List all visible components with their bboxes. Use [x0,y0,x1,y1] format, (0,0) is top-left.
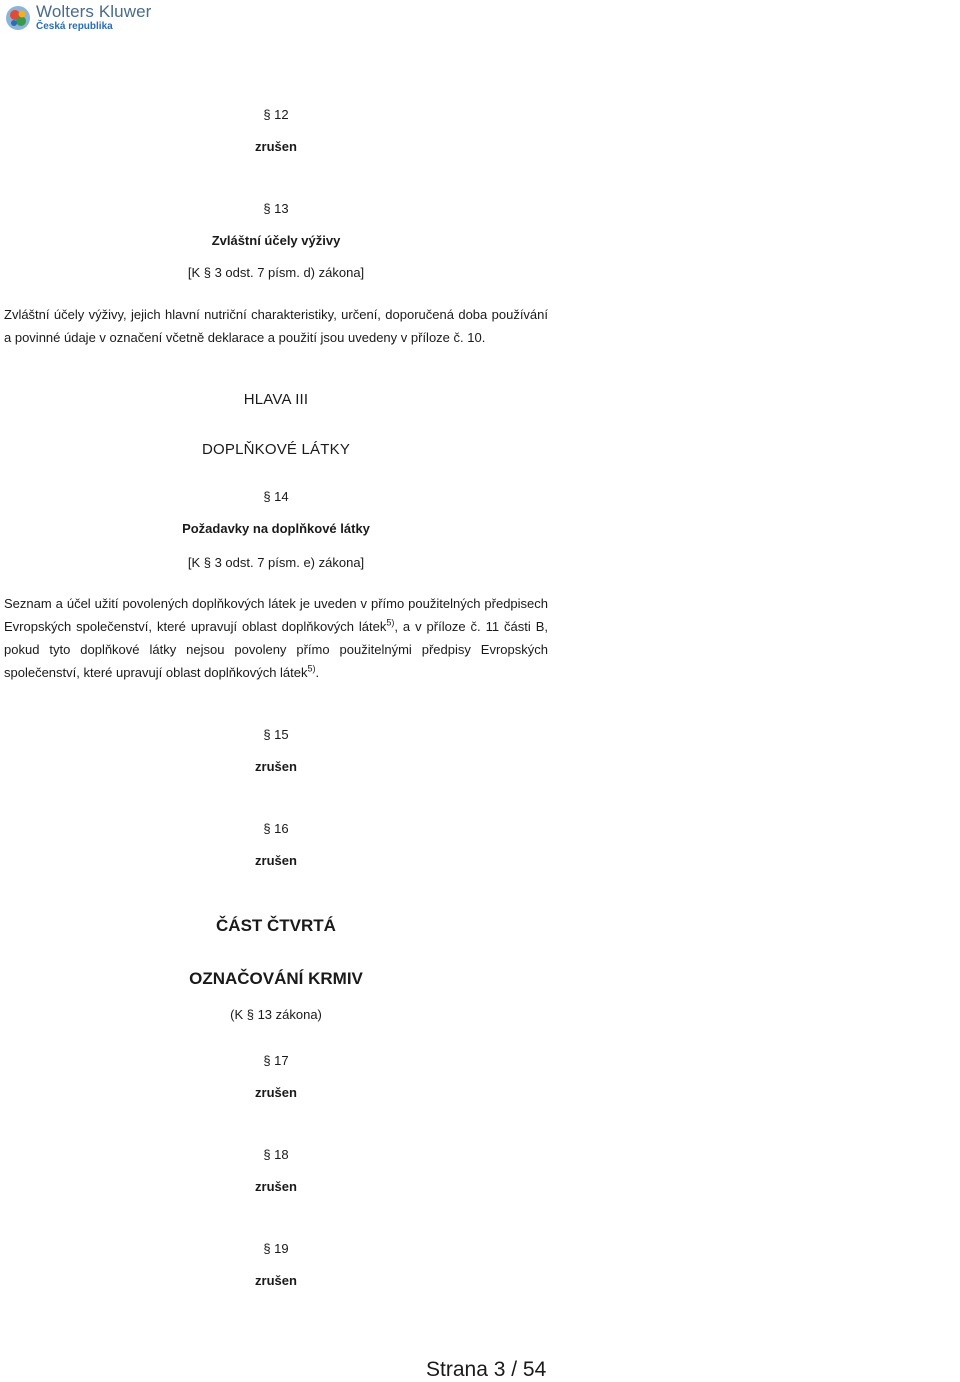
part-reference: (K § 13 zákona) [230,1007,322,1022]
section-12-number: § 12 [263,107,289,122]
section-13-paragraph [4,303,548,349]
section-17-status: zrušen [255,1085,297,1100]
section-16-number: § 16 [263,821,289,836]
hlava-title: DOPLŇKOVÉ LÁTKY [201,441,351,458]
section-14-reference: [K § 3 odst. 7 písm. e) zákona] [187,555,365,570]
publisher-logo [4,3,151,32]
section-18-status: zrušen [255,1179,297,1194]
page-number: Strana 3 / 54 [426,1358,547,1381]
section-17-number: § 17 [263,1053,289,1068]
hlava-label: HLAVA III [243,391,309,408]
section-13-reference: [K § 3 odst. 7 písm. d) zákona] [187,265,365,280]
part-title: OZNAČOVÁNÍ KRMIV [189,969,363,988]
section-19-status: zrušen [255,1273,297,1288]
logo-name: Wolters Kluwer [36,2,152,21]
globe-logo-icon [4,4,32,32]
section-15-status: zrušen [255,759,297,774]
section-19-number: § 19 [263,1241,289,1256]
section-13-number: § 13 [263,201,289,216]
footnote-ref-5: 5) [307,663,316,674]
logo-subtitle: Česká republika [36,21,113,32]
section-18-number: § 18 [263,1147,289,1162]
section-13-title: Zvláštní účely výživy [211,233,341,248]
part-label: ČÁST ČTVRTÁ [216,916,336,935]
footnote-ref-5: 5) [386,617,395,628]
section-14-text-part-3: . [315,665,320,680]
section-14-number: § 14 [263,489,289,504]
section-13-text: Zvláštní účely výživy, jejich hlavní nutriční charakteristiky, určení, doporučená doba používání a povinné údaje v označení včetně deklarace a použití jsou uvedeny v příloze č. 10. [4,307,548,345]
section-14-title: Požadavky na doplňkové látky [182,521,370,536]
section-14-text [4,592,548,684]
section-16-status: zrušen [255,853,297,868]
section-14-text-part-1: Seznam a účel užití povolených doplňkových látek je uveden v přímo použitelných předpisech Evropských společenství, které upravují oblast doplňkových látek [4,596,548,634]
section-15-number: § 15 [263,727,289,742]
section-12-status: zrušen [255,139,297,154]
section-14-text-part-2: , a v příloze č. 11 části B, pokud tyto doplňkové látky nejsou povoleny přímo použitelnými předpisy Evropských společenství, které upravují oblast doplňkových látek [4,619,548,680]
section-14-paragraph [4,592,548,684]
